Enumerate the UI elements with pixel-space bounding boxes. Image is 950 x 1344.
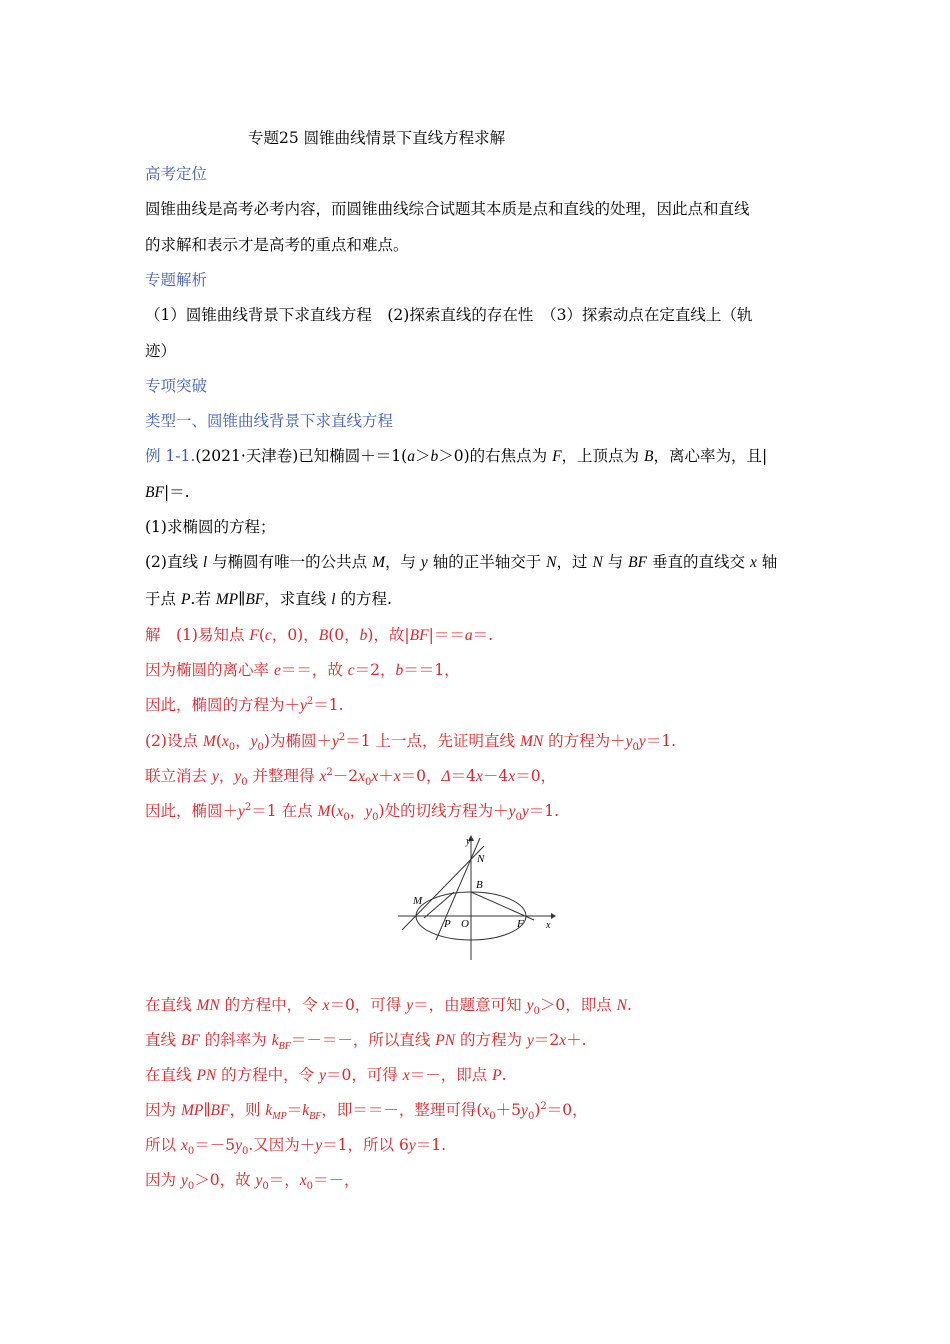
label-f: F	[517, 918, 524, 930]
positioning-paragraph-line-2: 的求解和表示才是高考的重点和难点。	[145, 236, 409, 254]
solution-line-4: (2)设点 $M(x_0$，$y_0$)为椭圆$+y^2=1$ 上一点，先证明直线 MN 的方程为$+y_0y=1$.	[145, 731, 677, 754]
solution-line-5: 联立消去 y，$y_0$ 并整理得 $x^2-2x_0x+x=0$，Δ＝4x－4x＝0，	[145, 766, 557, 789]
section-heading-analysis: 专题解析	[145, 271, 208, 289]
page-title: 专题25 圆锥曲线情景下直线方程求解	[248, 129, 506, 147]
x-axis-arrow-icon	[551, 913, 556, 919]
positioning-paragraph-line-1: 圆锥曲线是高考必考内容，而圆锥曲线综合试题其本质是点和直线的处理，因此点和直线	[145, 200, 750, 218]
section-heading-breakthrough: 专项突破	[145, 377, 208, 395]
question-2-line-1: (2)直线 l 与椭圆有唯一的公共点 M，与 y 轴的正半轴交于 N，过 N 与 BF 垂直的直线交 x 轴	[145, 553, 778, 571]
ellipse-figure	[396, 832, 556, 962]
solution-line-2: 因为椭圆的离心率 e＝＝，故 c＝2，b＝＝1，	[145, 661, 460, 679]
question-1: (1)求椭圆的方程；	[145, 518, 276, 536]
example-line-1: 例 1-1.(2021·天津卷)已知椭圆＋＝1(a＞b＞0)的右焦点为 F，上顶点为 B，离心率为，且|	[145, 447, 768, 465]
line-mp	[424, 892, 454, 918]
solution-line-11: 所以 $x_0=-5y_0$.又因为＋y＝1，所以 6y＝1.	[145, 1136, 447, 1158]
solution-line-3: 因此，椭圆的方程为$+y^2=1$.	[145, 695, 344, 714]
analysis-paragraph-line-2: 迹）	[145, 342, 177, 360]
label-y: y	[466, 836, 471, 847]
solution-line-7: 在直线 MN 的方程中，令 x＝0，可得 y＝，由题意可知 $y_0>0$，即点 N.	[145, 996, 632, 1018]
label-b: B	[476, 879, 483, 891]
label-m: M	[413, 895, 423, 907]
solution-line-10: 因为 MP∥BF，则 $k_{MP}=k_{BF}$，即＝＝－，整理可得$(x_0+5y_0)^2=0$，	[145, 1100, 588, 1123]
label-p: P	[444, 918, 451, 930]
section-heading-positioning: 高考定位	[145, 165, 208, 183]
solution-line-6: 因此，椭圆$+y^2=1$ 在点 $M(x_0$，$y_0$)处的切线方程为$+y_0y=1$.	[145, 801, 560, 824]
type-heading: 类型一、圆锥曲线背景下求直线方程	[145, 412, 394, 430]
analysis-paragraph-line-1: （1）圆锥曲线背景下求直线方程 (2)探索直线的存在性 （3）探索动点在定直线上（轨	[145, 306, 753, 324]
label-x: x	[546, 920, 551, 931]
question-2-line-2: 于点 P.若 MP∥BF，求直线 l 的方程.	[145, 590, 392, 608]
solution-line-8: 直线 BF 的斜率为 $k_{BF}=-=-$，所以直线 PN 的方程为 y＝2x＋.	[145, 1031, 587, 1053]
solution-line-1: 解 (1)易知点 F(c，0)，B(0，b)，故|BF|＝＝a＝.	[145, 626, 494, 644]
example-label: 例 1-1.	[145, 447, 196, 465]
example-source: (2021·天津卷)已知椭圆＋＝1(	[195, 447, 408, 465]
solution-line-12: 因为 $y_0>0$，故 $y_0=$，$x_0=-$，	[145, 1171, 360, 1193]
solution-line-9: 在直线 PN 的方程中，令 y＝0，可得 x＝－，即点 P.	[145, 1066, 507, 1084]
label-o: O	[461, 918, 469, 930]
label-n: N	[477, 853, 485, 865]
example-line-2: BF|＝.	[145, 483, 190, 501]
tangent-line-l	[402, 846, 484, 930]
